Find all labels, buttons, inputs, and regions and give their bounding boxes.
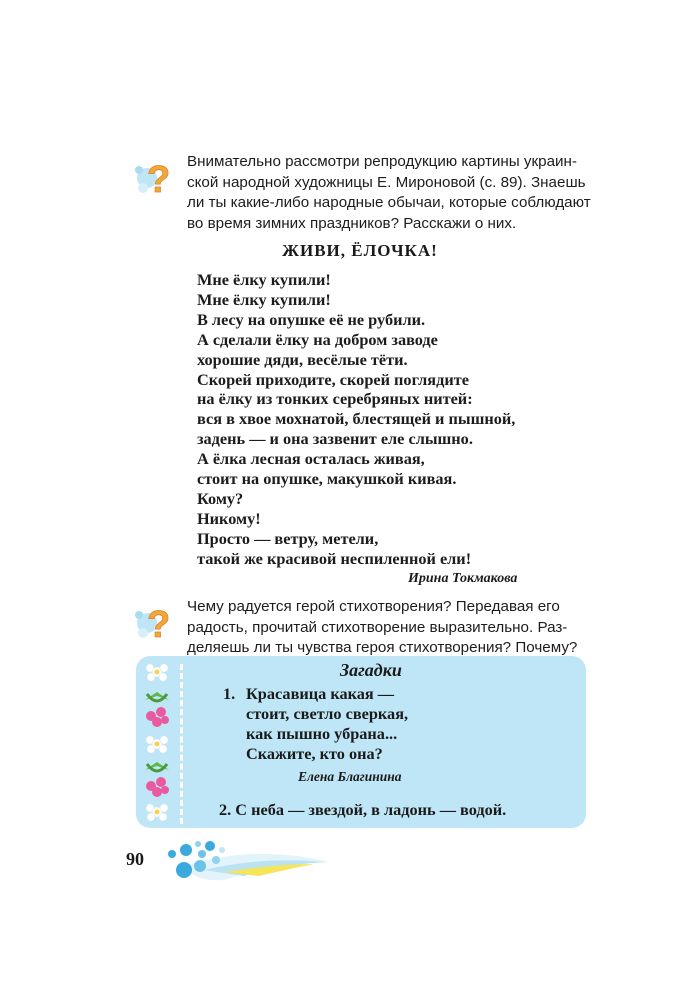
riddle-2-text: 2. С неба — звездой, в ладонь — водой. [219,800,507,819]
poem-text [197,270,515,569]
poem-author: Ирина Токмакова [408,571,518,586]
riddle-1-text: Красавица какая — стоит, светло сверкая, как пышно убрана... Скажите, кто она? [246,684,409,763]
poem-line: Просто — ветру, метели, [197,528,379,548]
poem-line: В лесу на опушке её не рубили. [197,309,426,329]
question-mark-icon [133,154,181,198]
bubbles-wave-decoration [164,836,334,886]
poem-line: Мне ёлку купили! [197,270,331,289]
poem-line: Скорей приходите, скорей поглядите [197,369,469,389]
poem-line: Мне ёлку купили! [197,289,331,309]
poem-line: на ёлку из тонких серебряных нитей: [197,389,473,409]
riddle-1-author: Елена Благинина [298,769,402,784]
poem-line: хорошие дяди, весёлые тёти. [197,349,408,369]
poem-line: стоит на опушке, макушкой кивая. [197,469,457,489]
question-text-1: Внимательно рассмотри репродукцию картины украин- ской народной художницы Е. Мироновой (с. 89). Знаешь ли ты какие-либо народные обычаи, которые соблюдают во время зимних праздников? Расскажи о них. [187,153,591,232]
riddle-1-number: 1. [223,684,236,703]
poem-line: А ёлка лесная осталась живая, [197,449,425,469]
flower-decoration [137,660,177,828]
page-number: 90 [126,849,144,869]
poem-line: Никому! [197,508,261,528]
svg-text:?: ? [147,604,171,643]
poem-line: вся в хвое мохнатой, блестящей и пышной, [197,409,516,429]
question-mark-icon [133,599,181,643]
riddles-title: Загадки [340,660,402,680]
poem-line: такой же красивой неспиленной ели! [197,548,472,568]
poem-line: задень — и она зазвенит еле слышно. [197,429,473,449]
poem-line: А сделали ёлку на добром заводе [197,329,438,349]
question-text-2: Чему радуется герой стихотворения? Передавая его радость, прочитай стихотворение выразительно. Раз- деляешь ли ты чувства героя стихотворения? Почему? [187,598,578,656]
poem-title: ЖИВИ, ЁЛОЧКА! [282,241,438,260]
dashed-divider [180,664,183,824]
poem-line: Кому? [197,488,244,508]
svg-text:?: ? [147,159,171,198]
